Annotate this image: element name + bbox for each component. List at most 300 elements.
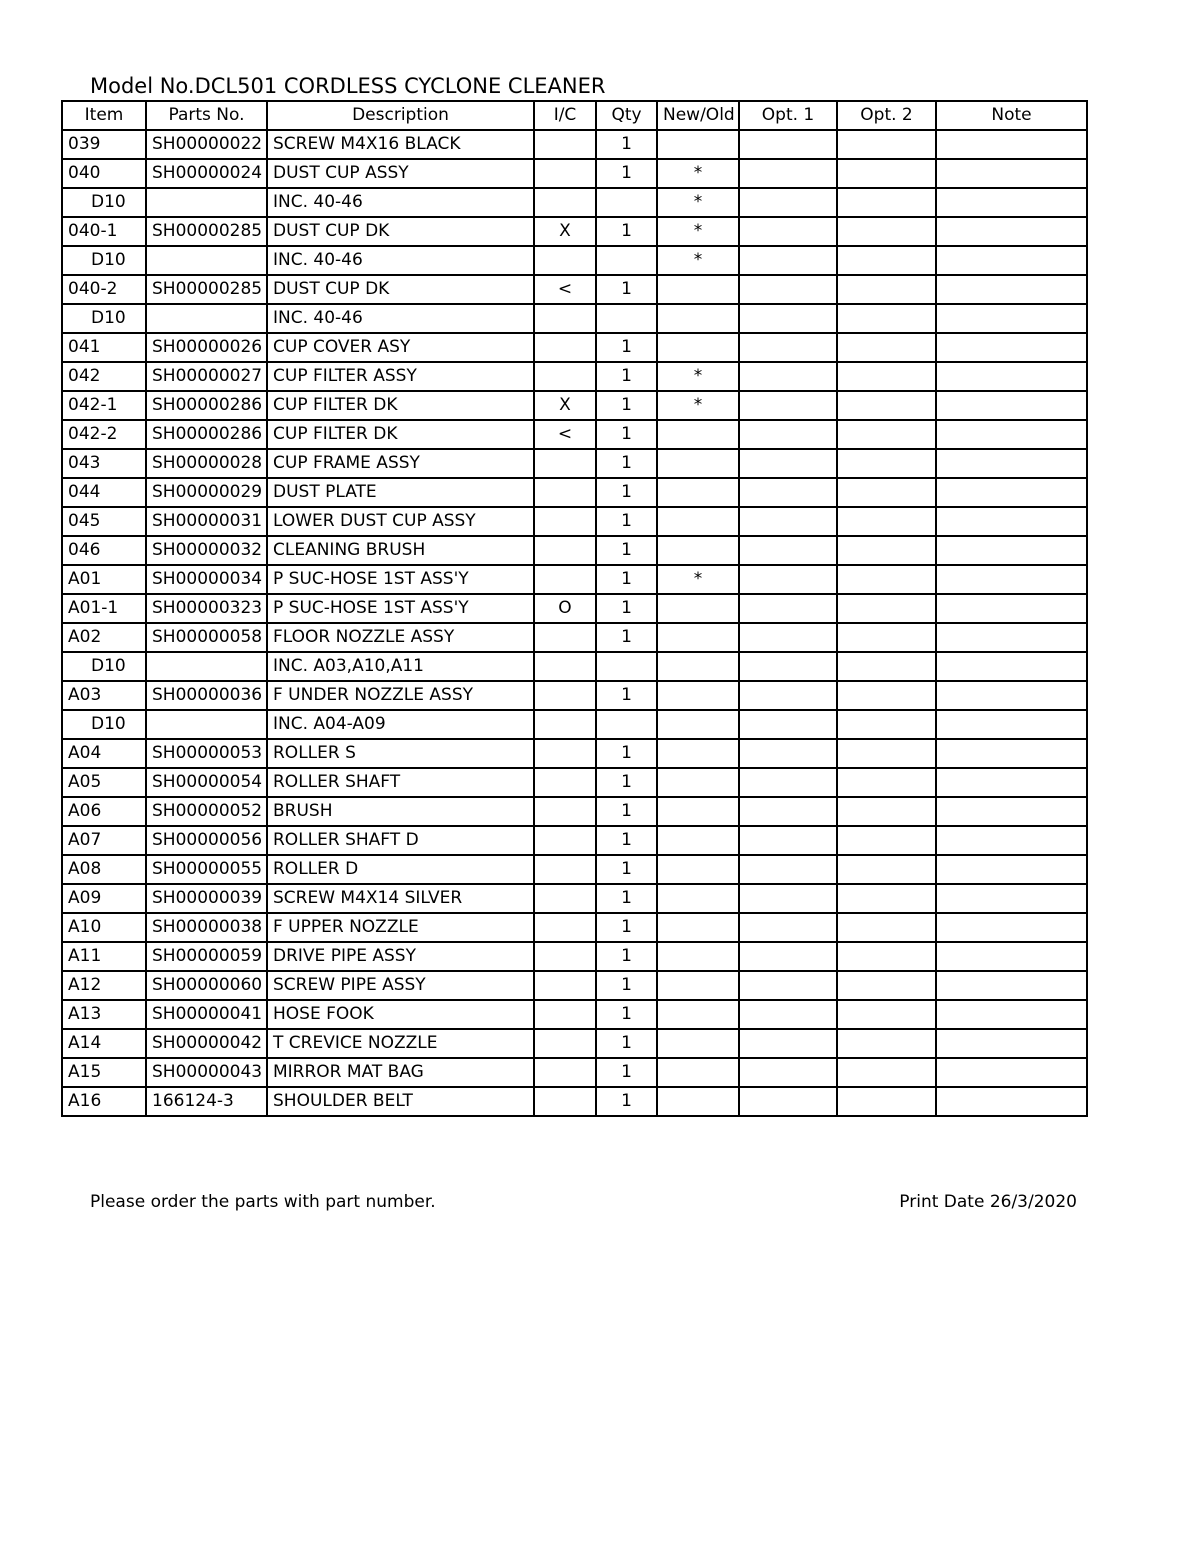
new-old-cell bbox=[657, 130, 739, 159]
ic-cell: O bbox=[534, 594, 596, 623]
table-row bbox=[62, 275, 1087, 304]
item-cell: A04 bbox=[62, 739, 146, 768]
ic-cell bbox=[534, 188, 596, 217]
opt2-cell bbox=[837, 681, 936, 710]
opt2-cell bbox=[837, 362, 936, 391]
description-cell: CUP COVER ASY bbox=[267, 333, 534, 362]
parts-no-cell: SH00000042 bbox=[146, 1029, 267, 1058]
table-row bbox=[62, 536, 1087, 565]
item-cell: 045 bbox=[62, 507, 146, 536]
new-old-cell: * bbox=[657, 188, 739, 217]
new-old-cell bbox=[657, 594, 739, 623]
opt2-cell bbox=[837, 971, 936, 1000]
item-cell: A11 bbox=[62, 942, 146, 971]
qty-cell: 1 bbox=[596, 594, 657, 623]
ic-cell bbox=[534, 681, 596, 710]
qty-cell: 1 bbox=[596, 130, 657, 159]
qty-cell: 1 bbox=[596, 681, 657, 710]
opt1-cell bbox=[739, 1087, 837, 1116]
parts-no-cell: SH00000054 bbox=[146, 768, 267, 797]
table-header-row bbox=[62, 101, 1087, 130]
opt2-cell bbox=[837, 449, 936, 478]
note-cell bbox=[936, 507, 1087, 536]
ic-cell: X bbox=[534, 391, 596, 420]
ic-cell bbox=[534, 478, 596, 507]
qty-cell bbox=[596, 710, 657, 739]
description-cell: CUP FILTER DK bbox=[267, 420, 534, 449]
parts-no-cell: SH00000041 bbox=[146, 1000, 267, 1029]
new-old-cell bbox=[657, 1000, 739, 1029]
note-cell bbox=[936, 942, 1087, 971]
description-cell: SCREW M4X14 SILVER bbox=[267, 884, 534, 913]
parts-no-cell: SH00000285 bbox=[146, 275, 267, 304]
description-cell: T CREVICE NOZZLE bbox=[267, 1029, 534, 1058]
description-cell: P SUC-HOSE 1ST ASS'Y bbox=[267, 594, 534, 623]
note-cell bbox=[936, 797, 1087, 826]
column-header-item: Item bbox=[62, 101, 146, 130]
item-cell: 046 bbox=[62, 536, 146, 565]
new-old-cell bbox=[657, 449, 739, 478]
parts-no-cell: SH00000058 bbox=[146, 623, 267, 652]
opt2-cell bbox=[837, 275, 936, 304]
qty-cell: 1 bbox=[596, 478, 657, 507]
item-cell: 042 bbox=[62, 362, 146, 391]
opt2-cell bbox=[837, 710, 936, 739]
ic-cell: X bbox=[534, 217, 596, 246]
item-cell: 042-2 bbox=[62, 420, 146, 449]
description-cell: ROLLER SHAFT bbox=[267, 768, 534, 797]
table-row bbox=[62, 797, 1087, 826]
parts-no-cell: SH00000038 bbox=[146, 913, 267, 942]
opt2-cell bbox=[837, 304, 936, 333]
opt2-cell bbox=[837, 884, 936, 913]
opt2-cell bbox=[837, 826, 936, 855]
opt2-cell bbox=[837, 855, 936, 884]
new-old-cell bbox=[657, 275, 739, 304]
parts-no-cell: SH00000027 bbox=[146, 362, 267, 391]
new-old-cell bbox=[657, 768, 739, 797]
ic-cell: < bbox=[534, 420, 596, 449]
new-old-cell bbox=[657, 739, 739, 768]
qty-cell: 1 bbox=[596, 333, 657, 362]
opt1-cell bbox=[739, 304, 837, 333]
ic-cell bbox=[534, 1000, 596, 1029]
note-cell bbox=[936, 652, 1087, 681]
qty-cell: 1 bbox=[596, 536, 657, 565]
opt1-cell bbox=[739, 159, 837, 188]
table-row bbox=[62, 1087, 1087, 1116]
parts-no-cell: 166124-3 bbox=[146, 1087, 267, 1116]
ic-cell bbox=[534, 362, 596, 391]
parts-no-cell: SH00000022 bbox=[146, 130, 267, 159]
table-row bbox=[62, 1058, 1087, 1087]
opt1-cell bbox=[739, 913, 837, 942]
ic-cell bbox=[534, 246, 596, 275]
description-cell: CLEANING BRUSH bbox=[267, 536, 534, 565]
note-cell bbox=[936, 855, 1087, 884]
note-cell bbox=[936, 1058, 1087, 1087]
new-old-cell bbox=[657, 478, 739, 507]
note-cell bbox=[936, 449, 1087, 478]
description-cell: ROLLER D bbox=[267, 855, 534, 884]
item-cell: A14 bbox=[62, 1029, 146, 1058]
opt2-cell bbox=[837, 130, 936, 159]
note-cell bbox=[936, 362, 1087, 391]
item-cell: A15 bbox=[62, 1058, 146, 1087]
parts-table-body bbox=[62, 130, 1087, 1116]
opt1-cell bbox=[739, 478, 837, 507]
item-cell: 040 bbox=[62, 159, 146, 188]
note-cell bbox=[936, 159, 1087, 188]
note-cell bbox=[936, 130, 1087, 159]
opt2-cell bbox=[837, 797, 936, 826]
parts-no-cell: SH00000028 bbox=[146, 449, 267, 478]
column-header-description: Description bbox=[267, 101, 534, 130]
table-row bbox=[62, 826, 1087, 855]
ic-cell bbox=[534, 652, 596, 681]
opt1-cell bbox=[739, 1058, 837, 1087]
ic-cell: < bbox=[534, 275, 596, 304]
column-header-parts-no: Parts No. bbox=[146, 101, 267, 130]
description-cell: DUST CUP ASSY bbox=[267, 159, 534, 188]
table-row bbox=[62, 420, 1087, 449]
note-cell bbox=[936, 971, 1087, 1000]
note-cell bbox=[936, 217, 1087, 246]
description-cell: F UNDER NOZZLE ASSY bbox=[267, 681, 534, 710]
opt2-cell bbox=[837, 942, 936, 971]
table-row bbox=[62, 391, 1087, 420]
new-old-cell bbox=[657, 1087, 739, 1116]
item-cell: A01 bbox=[62, 565, 146, 594]
table-row bbox=[62, 1000, 1087, 1029]
note-cell bbox=[936, 594, 1087, 623]
ic-cell bbox=[534, 739, 596, 768]
opt2-cell bbox=[837, 246, 936, 275]
note-cell bbox=[936, 884, 1087, 913]
table-row bbox=[62, 188, 1087, 217]
new-old-cell bbox=[657, 710, 739, 739]
opt2-cell bbox=[837, 768, 936, 797]
opt2-cell bbox=[837, 652, 936, 681]
table-row bbox=[62, 681, 1087, 710]
opt1-cell bbox=[739, 768, 837, 797]
ic-cell bbox=[534, 1029, 596, 1058]
new-old-cell bbox=[657, 1029, 739, 1058]
parts-no-cell: SH00000043 bbox=[146, 1058, 267, 1087]
qty-cell bbox=[596, 246, 657, 275]
opt2-cell bbox=[837, 739, 936, 768]
opt1-cell bbox=[739, 855, 837, 884]
new-old-cell bbox=[657, 913, 739, 942]
opt1-cell bbox=[739, 130, 837, 159]
new-old-cell bbox=[657, 652, 739, 681]
qty-cell: 1 bbox=[596, 1058, 657, 1087]
ic-cell bbox=[534, 913, 596, 942]
opt1-cell bbox=[739, 710, 837, 739]
opt1-cell bbox=[739, 507, 837, 536]
table-row bbox=[62, 855, 1087, 884]
item-cell: D10 bbox=[62, 246, 146, 275]
opt2-cell bbox=[837, 536, 936, 565]
parts-no-cell: SH00000036 bbox=[146, 681, 267, 710]
ic-cell bbox=[534, 826, 596, 855]
qty-cell: 1 bbox=[596, 217, 657, 246]
note-cell bbox=[936, 304, 1087, 333]
table-row bbox=[62, 159, 1087, 188]
opt2-cell bbox=[837, 391, 936, 420]
item-cell: D10 bbox=[62, 652, 146, 681]
table-row bbox=[62, 739, 1087, 768]
ic-cell bbox=[534, 797, 596, 826]
opt1-cell bbox=[739, 884, 837, 913]
new-old-cell bbox=[657, 333, 739, 362]
opt2-cell bbox=[837, 420, 936, 449]
qty-cell: 1 bbox=[596, 826, 657, 855]
new-old-cell: * bbox=[657, 362, 739, 391]
description-cell: LOWER DUST CUP ASSY bbox=[267, 507, 534, 536]
opt2-cell bbox=[837, 507, 936, 536]
item-cell: A07 bbox=[62, 826, 146, 855]
table-row bbox=[62, 1029, 1087, 1058]
parts-no-cell: SH00000052 bbox=[146, 797, 267, 826]
description-cell: DUST CUP DK bbox=[267, 217, 534, 246]
opt1-cell bbox=[739, 942, 837, 971]
note-cell bbox=[936, 536, 1087, 565]
qty-cell: 1 bbox=[596, 942, 657, 971]
parts-no-cell bbox=[146, 246, 267, 275]
table-row bbox=[62, 478, 1087, 507]
item-cell: A08 bbox=[62, 855, 146, 884]
qty-cell: 1 bbox=[596, 565, 657, 594]
qty-cell bbox=[596, 188, 657, 217]
new-old-cell bbox=[657, 942, 739, 971]
opt1-cell bbox=[739, 739, 837, 768]
table-row bbox=[62, 362, 1087, 391]
item-cell: D10 bbox=[62, 188, 146, 217]
ic-cell bbox=[534, 884, 596, 913]
new-old-cell bbox=[657, 797, 739, 826]
opt2-cell bbox=[837, 217, 936, 246]
description-cell: INC. A04-A09 bbox=[267, 710, 534, 739]
table-row bbox=[62, 594, 1087, 623]
table-row bbox=[62, 246, 1087, 275]
item-cell: A10 bbox=[62, 913, 146, 942]
description-cell: FLOOR NOZZLE ASSY bbox=[267, 623, 534, 652]
item-cell: A01-1 bbox=[62, 594, 146, 623]
description-cell: INC. 40-46 bbox=[267, 246, 534, 275]
parts-no-cell: SH00000056 bbox=[146, 826, 267, 855]
table-row bbox=[62, 768, 1087, 797]
column-header-opt2: Opt. 2 bbox=[837, 101, 936, 130]
table-row bbox=[62, 971, 1087, 1000]
new-old-cell: * bbox=[657, 246, 739, 275]
opt2-cell bbox=[837, 478, 936, 507]
table-row bbox=[62, 884, 1087, 913]
new-old-cell bbox=[657, 420, 739, 449]
table-row bbox=[62, 623, 1087, 652]
opt1-cell bbox=[739, 623, 837, 652]
item-cell: A02 bbox=[62, 623, 146, 652]
item-cell: D10 bbox=[62, 304, 146, 333]
order-note: Please order the parts with part number. bbox=[90, 1192, 436, 1212]
description-cell: INC. A03,A10,A11 bbox=[267, 652, 534, 681]
opt2-cell bbox=[837, 188, 936, 217]
note-cell bbox=[936, 739, 1087, 768]
opt1-cell bbox=[739, 449, 837, 478]
description-cell: CUP FILTER ASSY bbox=[267, 362, 534, 391]
new-old-cell bbox=[657, 971, 739, 1000]
opt2-cell bbox=[837, 159, 936, 188]
new-old-cell bbox=[657, 884, 739, 913]
description-cell: ROLLER S bbox=[267, 739, 534, 768]
ic-cell bbox=[534, 536, 596, 565]
new-old-cell bbox=[657, 507, 739, 536]
description-cell: SCREW M4X16 BLACK bbox=[267, 130, 534, 159]
table-row bbox=[62, 565, 1087, 594]
table-row bbox=[62, 913, 1087, 942]
description-cell: INC. 40-46 bbox=[267, 188, 534, 217]
qty-cell bbox=[596, 304, 657, 333]
note-cell bbox=[936, 565, 1087, 594]
opt1-cell bbox=[739, 652, 837, 681]
table-row bbox=[62, 217, 1087, 246]
item-cell: 039 bbox=[62, 130, 146, 159]
description-cell: F UPPER NOZZLE bbox=[267, 913, 534, 942]
parts-no-cell bbox=[146, 652, 267, 681]
opt1-cell bbox=[739, 1000, 837, 1029]
note-cell bbox=[936, 913, 1087, 942]
note-cell bbox=[936, 391, 1087, 420]
qty-cell: 1 bbox=[596, 623, 657, 652]
new-old-cell bbox=[657, 855, 739, 884]
opt1-cell bbox=[739, 362, 837, 391]
item-cell: 040-1 bbox=[62, 217, 146, 246]
ic-cell bbox=[534, 1087, 596, 1116]
opt2-cell bbox=[837, 1058, 936, 1087]
description-cell: HOSE FOOK bbox=[267, 1000, 534, 1029]
item-cell: A13 bbox=[62, 1000, 146, 1029]
parts-no-cell: SH00000053 bbox=[146, 739, 267, 768]
ic-cell bbox=[534, 942, 596, 971]
parts-no-cell: SH00000034 bbox=[146, 565, 267, 594]
column-header-new-old: New/Old bbox=[657, 101, 739, 130]
description-cell: P SUC-HOSE 1ST ASS'Y bbox=[267, 565, 534, 594]
ic-cell bbox=[534, 855, 596, 884]
qty-cell: 1 bbox=[596, 913, 657, 942]
parts-no-cell: SH00000031 bbox=[146, 507, 267, 536]
qty-cell: 1 bbox=[596, 1029, 657, 1058]
new-old-cell bbox=[657, 1058, 739, 1087]
table-row bbox=[62, 304, 1087, 333]
ic-cell bbox=[534, 623, 596, 652]
opt1-cell bbox=[739, 536, 837, 565]
ic-cell bbox=[534, 971, 596, 1000]
ic-cell bbox=[534, 565, 596, 594]
qty-cell: 1 bbox=[596, 768, 657, 797]
parts-no-cell: SH00000029 bbox=[146, 478, 267, 507]
parts-no-cell bbox=[146, 304, 267, 333]
parts-no-cell: SH00000286 bbox=[146, 391, 267, 420]
ic-cell bbox=[534, 159, 596, 188]
column-header-note: Note bbox=[936, 101, 1087, 130]
parts-no-cell: SH00000286 bbox=[146, 420, 267, 449]
opt1-cell bbox=[739, 681, 837, 710]
parts-no-cell: SH00000032 bbox=[146, 536, 267, 565]
table-row bbox=[62, 710, 1087, 739]
table-row bbox=[62, 652, 1087, 681]
description-cell: CUP FRAME ASSY bbox=[267, 449, 534, 478]
opt2-cell bbox=[837, 1087, 936, 1116]
ic-cell bbox=[534, 449, 596, 478]
note-cell bbox=[936, 1029, 1087, 1058]
print-date: Print Date 26/3/2020 bbox=[899, 1192, 1077, 1212]
parts-no-cell: SH00000285 bbox=[146, 217, 267, 246]
note-cell bbox=[936, 275, 1087, 304]
description-cell: DRIVE PIPE ASSY bbox=[267, 942, 534, 971]
new-old-cell bbox=[657, 623, 739, 652]
note-cell bbox=[936, 826, 1087, 855]
opt2-cell bbox=[837, 1029, 936, 1058]
opt1-cell bbox=[739, 188, 837, 217]
ic-cell bbox=[534, 1058, 596, 1087]
qty-cell: 1 bbox=[596, 1087, 657, 1116]
note-cell bbox=[936, 1087, 1087, 1116]
column-header-qty: Qty bbox=[596, 101, 657, 130]
opt1-cell bbox=[739, 391, 837, 420]
opt1-cell bbox=[739, 246, 837, 275]
opt1-cell bbox=[739, 217, 837, 246]
item-cell: A03 bbox=[62, 681, 146, 710]
parts-no-cell: SH00000059 bbox=[146, 942, 267, 971]
opt2-cell bbox=[837, 623, 936, 652]
parts-no-cell bbox=[146, 188, 267, 217]
ic-cell bbox=[534, 333, 596, 362]
opt1-cell bbox=[739, 826, 837, 855]
opt1-cell bbox=[739, 333, 837, 362]
note-cell bbox=[936, 420, 1087, 449]
new-old-cell: * bbox=[657, 391, 739, 420]
ic-cell bbox=[534, 304, 596, 333]
qty-cell: 1 bbox=[596, 391, 657, 420]
item-cell: D10 bbox=[62, 710, 146, 739]
table-row bbox=[62, 130, 1087, 159]
item-cell: 043 bbox=[62, 449, 146, 478]
description-cell: INC. 40-46 bbox=[267, 304, 534, 333]
qty-cell: 1 bbox=[596, 507, 657, 536]
parts-no-cell: SH00000024 bbox=[146, 159, 267, 188]
note-cell bbox=[936, 333, 1087, 362]
new-old-cell bbox=[657, 536, 739, 565]
ic-cell bbox=[534, 507, 596, 536]
item-cell: A05 bbox=[62, 768, 146, 797]
description-cell: BRUSH bbox=[267, 797, 534, 826]
qty-cell: 1 bbox=[596, 797, 657, 826]
opt2-cell bbox=[837, 594, 936, 623]
ic-cell bbox=[534, 130, 596, 159]
note-cell bbox=[936, 681, 1087, 710]
ic-cell bbox=[534, 710, 596, 739]
parts-no-cell: SH00000026 bbox=[146, 333, 267, 362]
qty-cell: 1 bbox=[596, 275, 657, 304]
parts-no-cell bbox=[146, 710, 267, 739]
note-cell bbox=[936, 1000, 1087, 1029]
parts-table bbox=[61, 100, 1088, 1117]
item-cell: A16 bbox=[62, 1087, 146, 1116]
note-cell bbox=[936, 710, 1087, 739]
opt2-cell bbox=[837, 913, 936, 942]
table-row bbox=[62, 942, 1087, 971]
qty-cell: 1 bbox=[596, 420, 657, 449]
